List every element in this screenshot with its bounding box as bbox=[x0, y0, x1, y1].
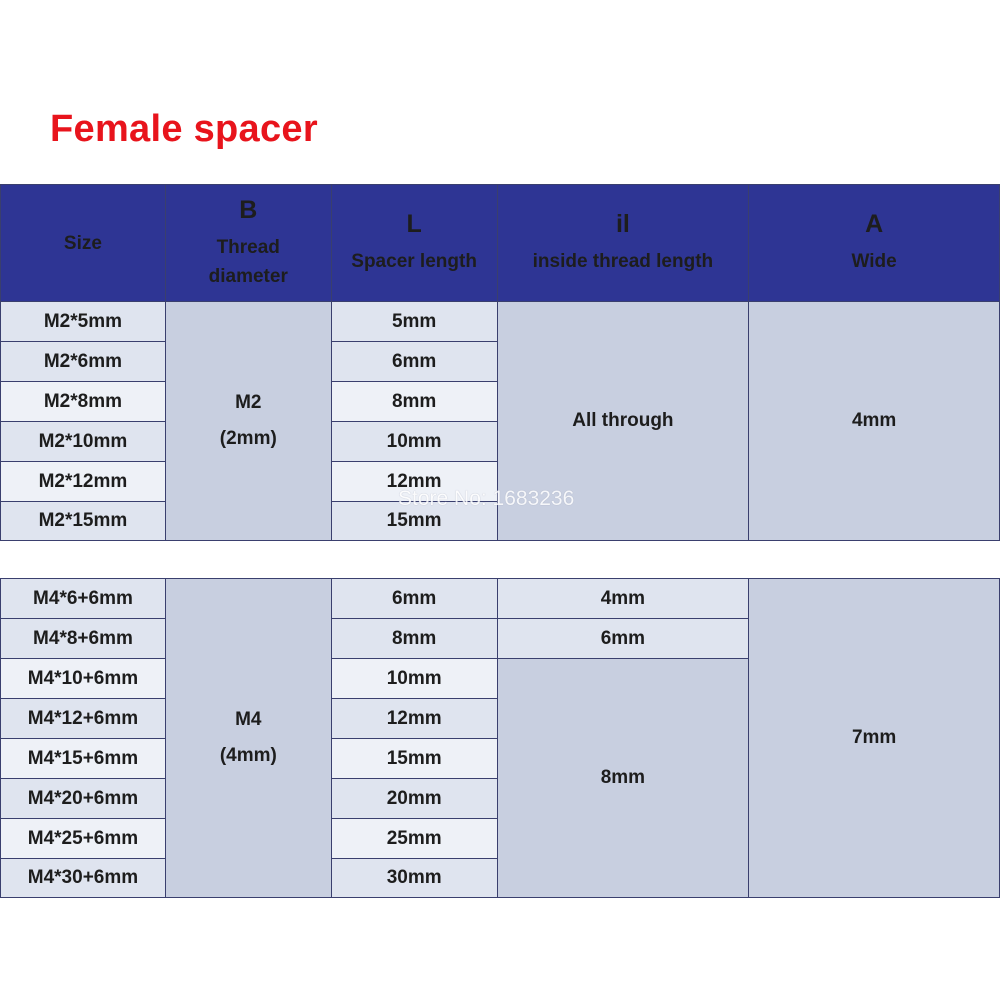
length-cell: 25mm bbox=[331, 819, 497, 859]
size-cell: M2*8mm bbox=[1, 382, 166, 422]
size-cell: M4*15+6mm bbox=[1, 739, 166, 779]
header-l-letter: L bbox=[406, 210, 422, 238]
length-cell: 12mm bbox=[331, 462, 497, 502]
size-cell: M4*30+6mm bbox=[1, 859, 166, 898]
wide-cell: 4mm bbox=[749, 302, 1000, 541]
page-title: Female spacer bbox=[50, 108, 318, 150]
size-cell: M2*5mm bbox=[1, 302, 166, 342]
length-cell: 30mm bbox=[331, 859, 497, 898]
store-watermark: Store No: 1683236 bbox=[398, 487, 575, 510]
size-cell: M4*25+6mm bbox=[1, 819, 166, 859]
length-cell: 15mm bbox=[331, 739, 497, 779]
header-size bbox=[1, 185, 166, 302]
length-cell: 8mm bbox=[331, 382, 497, 422]
header-thread-diameter bbox=[165, 185, 331, 302]
thread-diameter-mm: (2mm) bbox=[219, 428, 277, 449]
header-b-letter: B bbox=[239, 195, 258, 224]
thread-diameter-mm: (4mm) bbox=[219, 745, 277, 766]
length-cell: 8mm bbox=[331, 619, 497, 659]
length-cell: 6mm bbox=[331, 579, 497, 619]
size-cell: M4*8+6mm bbox=[1, 619, 166, 659]
header-spacer-length bbox=[331, 185, 497, 302]
thread-diameter-cell bbox=[165, 579, 331, 898]
length-cell: 20mm bbox=[331, 779, 497, 819]
table-row bbox=[1, 579, 1000, 619]
thread-diameter-value: M2 bbox=[235, 392, 262, 413]
length-cell: 10mm bbox=[331, 422, 497, 462]
header-size-label: Size bbox=[63, 232, 102, 254]
size-cell: M2*10mm bbox=[1, 422, 166, 462]
header-b-line2: diameter bbox=[208, 265, 288, 287]
header-il-letter: il bbox=[615, 210, 630, 238]
size-cell: M4*6+6mm bbox=[1, 579, 166, 619]
size-cell: M2*12mm bbox=[1, 462, 166, 502]
thread-diameter-value: M4 bbox=[235, 709, 262, 730]
size-cell: M4*20+6mm bbox=[1, 779, 166, 819]
length-cell: 6mm bbox=[331, 342, 497, 382]
size-cell: M4*10+6mm bbox=[1, 659, 166, 699]
length-cell: 12mm bbox=[331, 699, 497, 739]
header-a-text: Wide bbox=[851, 251, 897, 272]
size-cell: M2*15mm bbox=[1, 502, 166, 541]
inside-thread-cell: 8mm bbox=[497, 659, 749, 898]
thread-diameter-cell bbox=[165, 302, 331, 541]
length-cell: 10mm bbox=[331, 659, 497, 699]
size-cell: M4*12+6mm bbox=[1, 699, 166, 739]
header-il-text: inside thread length bbox=[532, 251, 714, 272]
inside-thread-cell: 4mm bbox=[497, 579, 749, 619]
header-a-letter: A bbox=[865, 210, 884, 238]
header-b-line1: Thread bbox=[216, 236, 280, 258]
length-cell: 5mm bbox=[331, 302, 497, 342]
inside-thread-cell: All through bbox=[497, 302, 749, 541]
length-cell: 15mm bbox=[331, 502, 497, 541]
header-l-text: Spacer length bbox=[351, 251, 477, 272]
size-cell: M2*6mm bbox=[1, 342, 166, 382]
header-wide bbox=[749, 185, 1000, 302]
wide-cell: 7mm bbox=[749, 579, 1000, 898]
spec-table-header bbox=[0, 184, 1000, 302]
table-row bbox=[1, 302, 1000, 342]
spec-table-m4 bbox=[0, 578, 1000, 898]
inside-thread-cell: 6mm bbox=[497, 619, 749, 659]
header-inside-thread-length bbox=[497, 185, 749, 302]
